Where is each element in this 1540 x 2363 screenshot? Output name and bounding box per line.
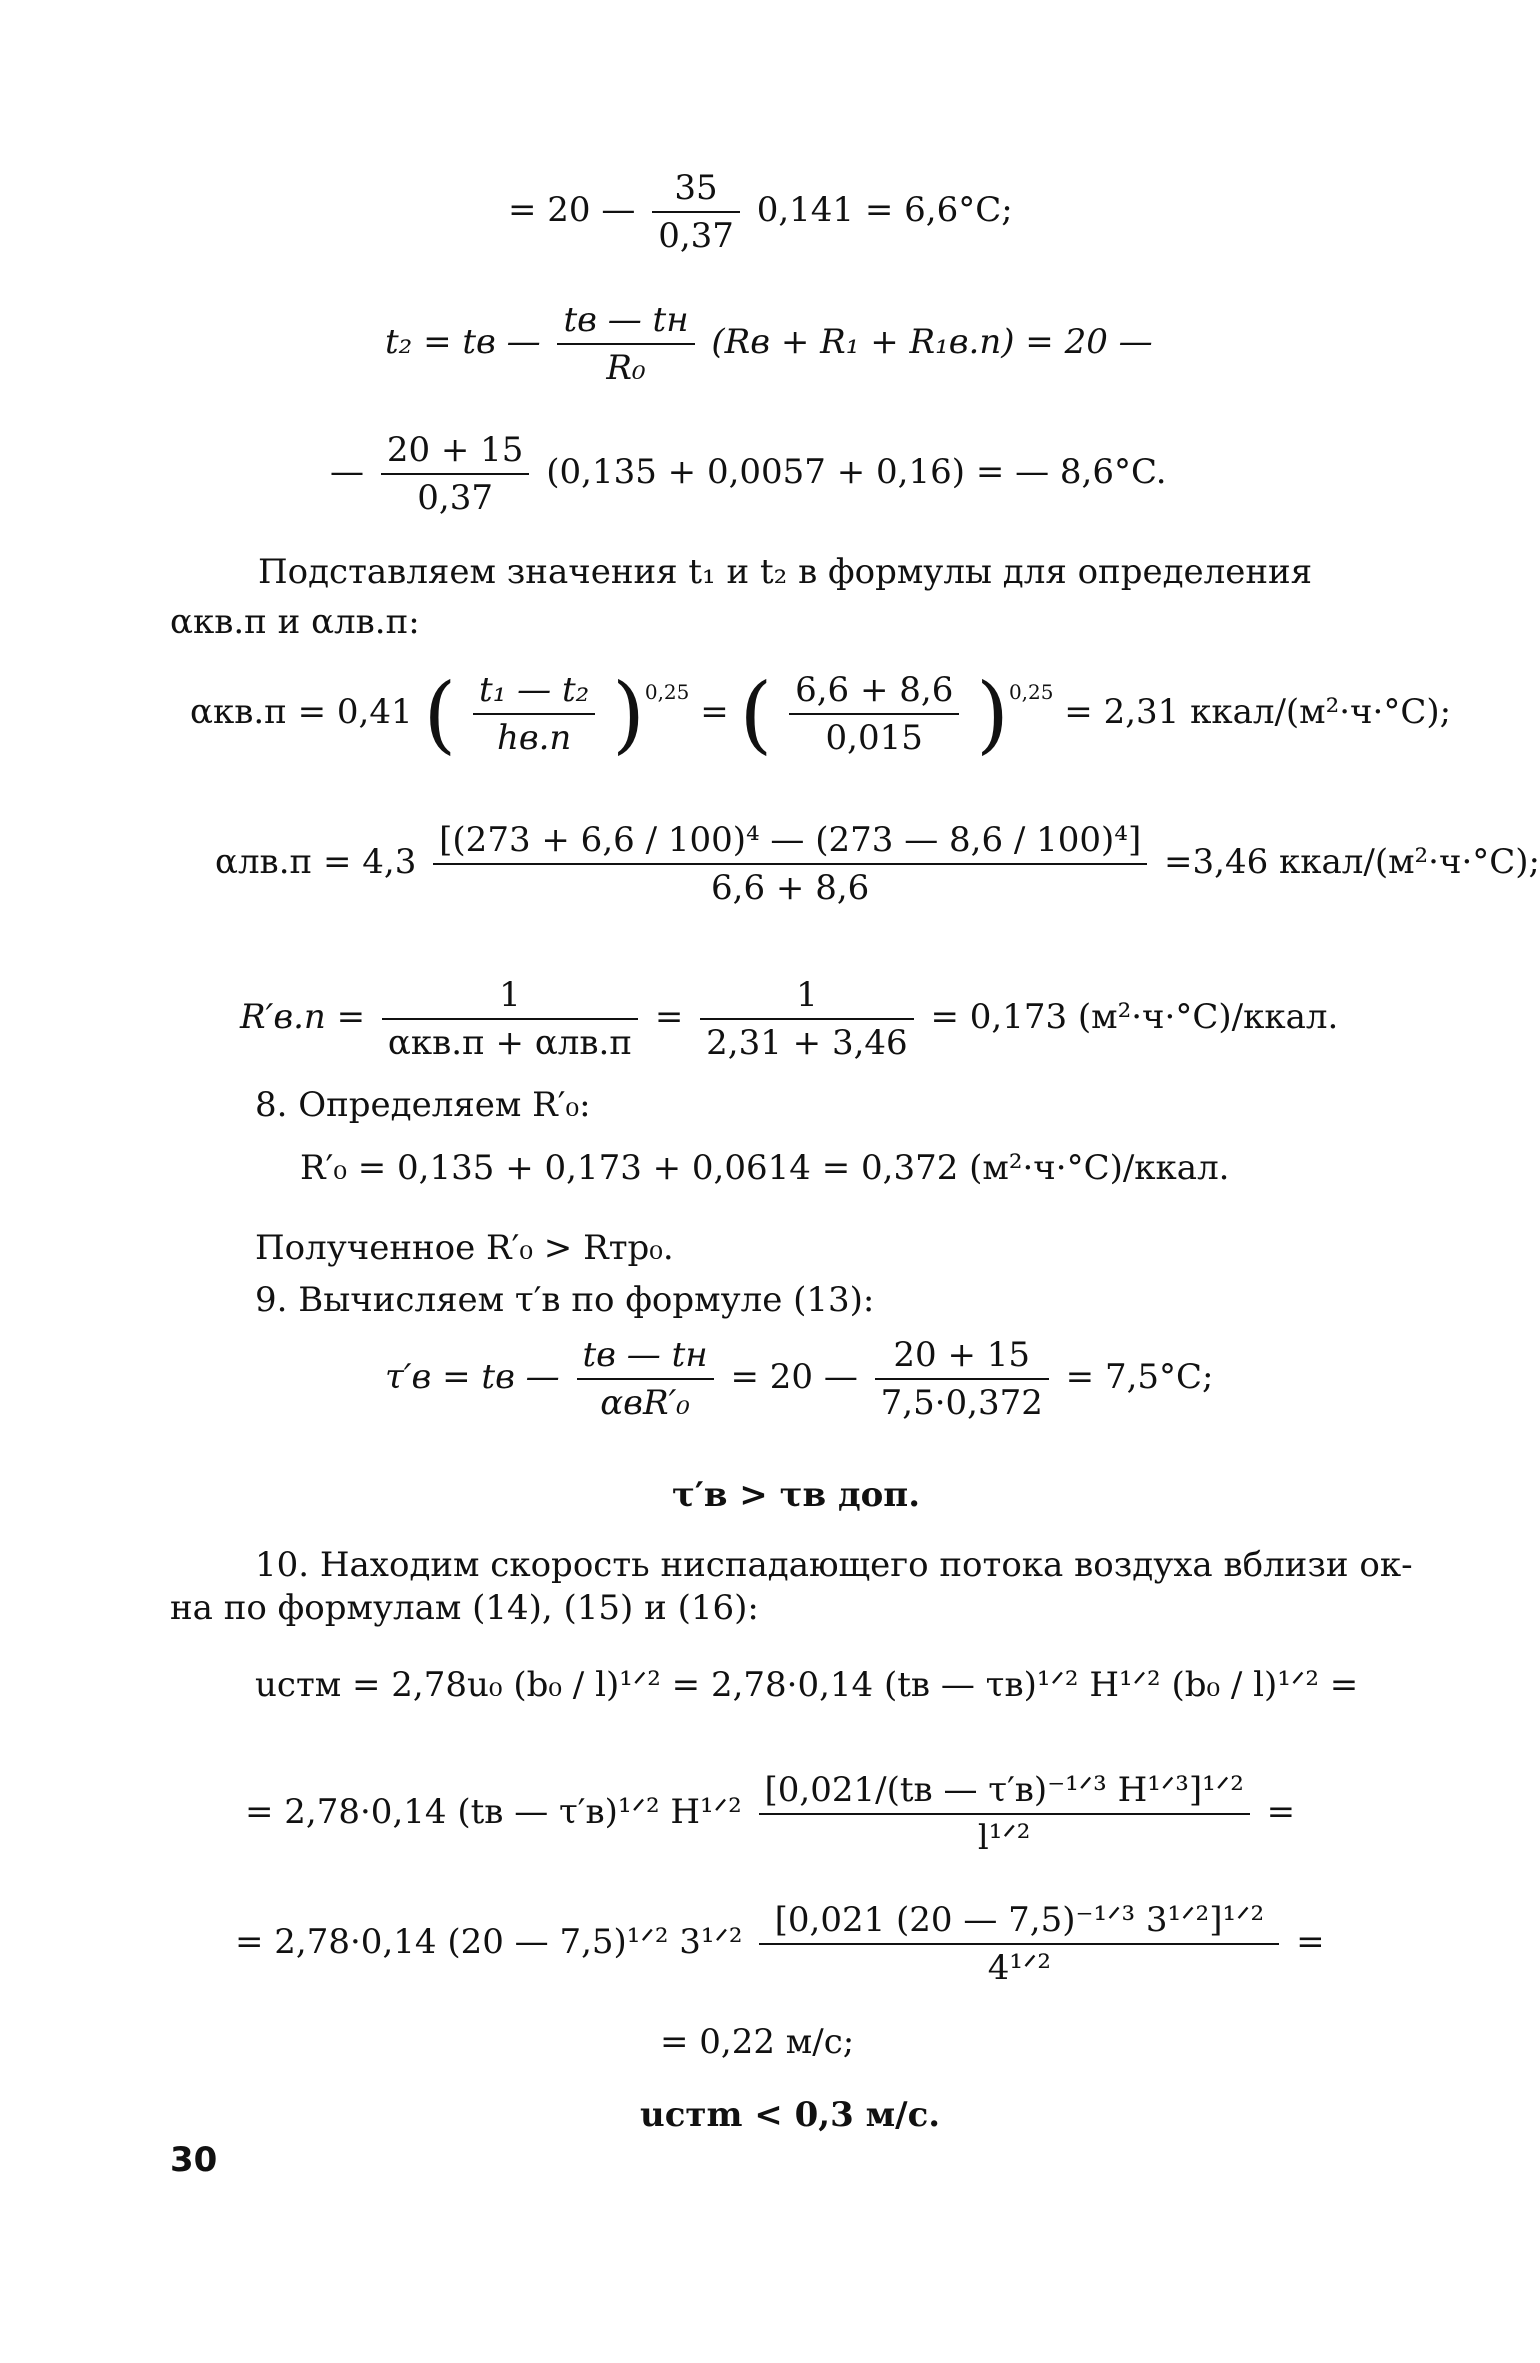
step-9-heading (255, 1280, 874, 1320)
eq-text: — (330, 452, 364, 492)
fraction-numerator: 1 (499, 975, 521, 1015)
equation-u-1 (255, 1665, 1358, 1705)
fraction-denominator: αкв.п + αлв.п (382, 1018, 638, 1063)
fraction-denominator: l¹ᐟ² (759, 1813, 1250, 1858)
paragraph-text: 10. Находим скорость ниспадающего потока воздуха вблизи ок- (255, 1545, 1413, 1585)
paragraph-substitute-cont (170, 602, 420, 642)
eq-text: uстm < 0,3 м/с. (640, 2095, 941, 2135)
fraction-denominator: 2,31 + 3,46 (700, 1018, 914, 1063)
exponent: 0,25 (1008, 680, 1054, 704)
paragraph-text: Полученное R′₀ > Rтр₀. (255, 1228, 674, 1268)
fraction-numerator: t₁ — t₂ (479, 670, 590, 710)
eq-text: = 0,173 (м²·ч·°C)/ккал. (930, 997, 1339, 1037)
equation-u-4 (660, 2022, 854, 2062)
fraction-denominator: 6,6 + 8,6 (433, 863, 1147, 908)
fraction-denominator: 4¹ᐟ² (759, 1943, 1279, 1988)
fraction (789, 670, 959, 758)
step-8-heading (255, 1085, 591, 1125)
step-9-comparison (672, 1475, 920, 1515)
equation-u-3 (235, 1900, 1325, 1988)
fraction-numerator: tв — tн (563, 300, 689, 340)
eq-text: αкв.п = 0,41 (190, 692, 413, 732)
eq-text: = (700, 692, 729, 732)
paren-open: ( (423, 665, 457, 763)
eq-text: = 20 — (730, 1357, 858, 1397)
eq-text: R′в.п = (240, 997, 366, 1037)
step-9-equation (385, 1335, 1214, 1423)
equation-alpha-l (215, 820, 1540, 908)
fraction-denominator: R₀ (557, 343, 694, 388)
fraction (473, 670, 595, 758)
fraction-denominator: 0,015 (789, 713, 959, 758)
paren-close: ) (976, 665, 1009, 763)
fraction-numerator: [0,021/(tв — τ′в)⁻¹ᐟ³ H¹ᐟ³]¹ᐟ² (764, 1770, 1244, 1810)
fraction (433, 820, 1147, 908)
step-10-heading-cont (170, 1588, 759, 1628)
eq-text: = 2,78·0,14 (20 — 7,5)¹ᐟ² 3¹ᐟ² (235, 1922, 743, 1962)
equation-t1-result (508, 168, 1013, 256)
fraction-denominator: hв.п (473, 713, 595, 758)
eq-text: =3,46 ккал/(м²·ч·°C); (1164, 842, 1540, 882)
equation-r-vp (240, 975, 1338, 1063)
fraction (759, 1900, 1279, 1988)
paragraph-text: αкв.п и αлв.п: (170, 602, 420, 642)
equation-t2 (385, 300, 1153, 388)
fraction (652, 168, 740, 256)
eq-text: = 2,78·0,14 (tв — τ′в)¹ᐟ² H¹ᐟ² (245, 1792, 742, 1832)
equation-t2-result (330, 430, 1167, 518)
eq-text: (Rв + R₁ + R₁в.п) = 20 — (711, 322, 1153, 362)
paragraph-text: Подставляем значения t₁ и t₂ в формулы для определения (258, 552, 1313, 592)
fraction-numerator: 6,6 + 8,6 (795, 670, 954, 710)
fraction-numerator: tв — tн (582, 1335, 708, 1375)
eq-text: τ′в = tв — (385, 1357, 560, 1397)
equation-u-2 (245, 1770, 1295, 1858)
equation-u-5 (640, 2095, 940, 2135)
fraction (381, 430, 530, 518)
fraction-denominator: 7,5·0,372 (875, 1378, 1049, 1423)
eq-text: R′₀ = 0,135 + 0,173 + 0,0614 = 0,372 (м²·ч·°C)/ккал. (300, 1148, 1230, 1188)
fraction (875, 1335, 1049, 1423)
fraction-numerator: 35 (674, 168, 718, 208)
fraction (577, 1335, 714, 1423)
fraction-denominator: αвR′₀ (577, 1378, 714, 1423)
fraction (557, 300, 694, 388)
fraction-numerator: [(273 + 6,6 / 100)⁴ — (273 — 8,6 / 100)⁴] (439, 820, 1142, 860)
fraction (382, 975, 638, 1063)
fraction-denominator: 0,37 (652, 211, 740, 256)
paragraph-text: 9. Вычисляем τ′в по формуле (13): (255, 1280, 875, 1320)
step-10-heading (255, 1545, 1413, 1585)
eq-text: = 7,5°C; (1065, 1357, 1214, 1397)
eq-text: (0,135 + 0,0057 + 0,16) = — 8,6°C. (546, 452, 1167, 492)
paragraph-text: 8. Определяем R′₀: (255, 1085, 591, 1125)
fraction (700, 975, 914, 1063)
fraction-numerator: 20 + 15 (386, 430, 524, 470)
fraction-numerator: 20 + 15 (893, 1335, 1031, 1375)
eq-text: 0,141 = 6,6°C; (756, 190, 1013, 230)
paren-close: ) (612, 665, 645, 763)
fraction (759, 1770, 1250, 1858)
eq-text: = 20 — (508, 190, 636, 230)
eq-text: = (1296, 1922, 1325, 1962)
paragraph-text: на по формулам (14), (15) и (16): (170, 1588, 759, 1628)
eq-text: αлв.п = 4,3 (215, 842, 417, 882)
eq-text: τ′в > τв доп. (672, 1475, 921, 1515)
equation-alpha-k (190, 665, 1452, 763)
fraction-denominator: 0,37 (381, 473, 530, 518)
fraction-numerator: 1 (796, 975, 818, 1015)
step-8-equation (300, 1148, 1230, 1188)
fraction-numerator: [0,021 (20 — 7,5)⁻¹ᐟ³ 3¹ᐟ²]¹ᐟ² (774, 1900, 1265, 1940)
eq-text: uстм = 2,78u₀ (b₀ / l)¹ᐟ² = 2,78·0,14 (tв — τв)¹ᐟ² H¹ᐟ² (b₀ / l)¹ᐟ² = (255, 1665, 1359, 1705)
exponent: 0,25 (644, 680, 690, 704)
eq-text: = 2,31 ккал/(м²·ч·°C); (1064, 692, 1452, 732)
page-number: 30 (170, 2140, 218, 2180)
paragraph-substitute (258, 552, 1312, 592)
step-8-result (255, 1228, 674, 1268)
eq-text: = 0,22 м/с; (660, 2022, 855, 2062)
eq-text: = (1266, 1792, 1296, 1832)
eq-text: = (654, 997, 684, 1037)
eq-text: t₂ = tв — (385, 322, 541, 362)
paren-open: ( (739, 665, 773, 763)
